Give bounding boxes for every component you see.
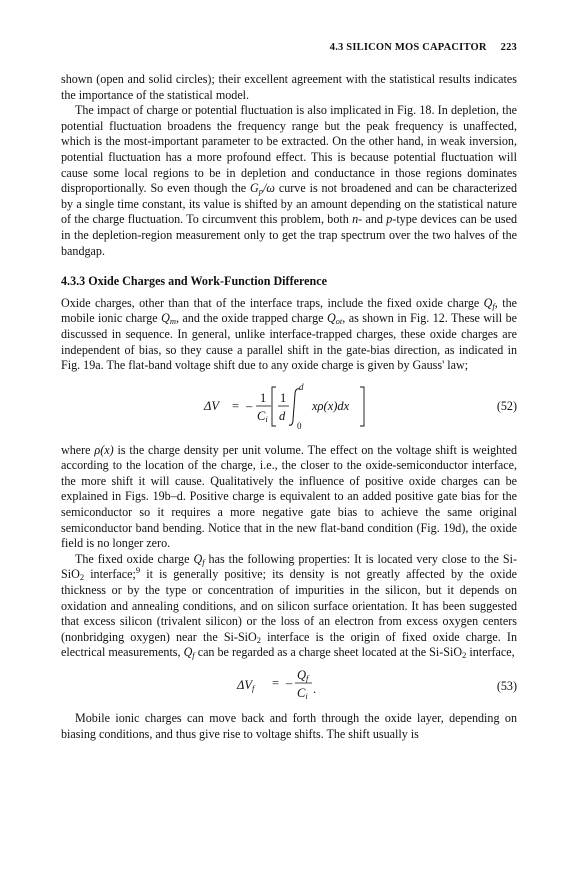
paragraph-2: The impact of charge or potential fluctuation is also implicated in Fig. 18. In depletion, the potential fluctuation broadens the frequency range but the peak frequency is unaffected, which is the most-important parameter to be extracted. On the other hand, in weak inversion, potential fluctuation has a more profound effect. This is because potential fluctuation will cause some local regions to be in depletion and conductance in those regions dominates disproportionally. So even though the $G_p/\omega$ curve is not broadened and can be characterized by a single time constant, its value is shifted by an amount depending on the statistical nature of the charge fluctuation. To circumvent this problem, both n- and p-type devices can be used in the depletion-region measurement only to get the trap spectrum over the two halves of the bandgap. [61, 103, 517, 258]
eq52-d: d [279, 408, 286, 423]
eq53-minus: – [286, 676, 293, 690]
eq53-numerator: Qf [297, 668, 309, 683]
eq52-minus: – [246, 398, 253, 413]
equation-53-formula [61, 665, 461, 705]
equation-52-formula [61, 379, 461, 435]
eq52-ci: Ci [257, 408, 268, 424]
eq52-one-a: 1 [260, 390, 267, 405]
paragraph-4: where ρ(x) is the charge density per unit volume. The effect on the voltage shift is weighted according to the location of the charge, i.e., the closer to the oxide-semiconductor interface, the more shift it will cause. Qualitatively the influence of positive oxide charges can be explained in Figs. 19b–d. Positive charge is equivalent to an added positive gate bias for the semiconductor so it requires a more negative gate bias to achieve the same original semiconductor band bending. Notice that in the new flat-band condition (Fig. 19d), the oxide field is no longer zero. [61, 442, 517, 551]
eq52-integrand: xρ(x)dx [312, 398, 350, 413]
paragraph-5: The fixed oxide charge $Q_f$ has the following properties: It is located very close to the Si-SiO$_2$ interface;$^9$ it is generally positive; its density is not greatly affected by the oxide thickness or by the type or concentration of impurities in the silicon, but it depends on oxidation and annealing conditions, and on silicon surface orientation. It has been suggested that excess silicon (trivalent silicon) or the loss of an electron from excess oxygen centers (nonbridging oxygen) near the Si-SiO$_2$ interface is the origin of fixed oxide charge. In electrical measurements, $Q_f$ can be regarded as a charge sheet located at the Si-SiO$_2$ interface, [61, 551, 517, 661]
eq52-equals: = [232, 398, 240, 413]
eq53-equals: = [272, 676, 280, 690]
eq52-int-upper: d [299, 381, 304, 392]
paragraph-6: Mobile ionic charges can move back and forth through the oxide layer, depending on biasing conditions, and thus give rise to voltage shifts. The shift usually is [61, 711, 517, 741]
header-section-title: 4.3 SILICON MOS CAPACITOR [329, 42, 487, 53]
eq52-left-bracket [272, 387, 276, 426]
equation-52 [61, 379, 517, 435]
paragraph-3: Oxide charges, other than that of the interface traps, include the fixed oxide charge $Q_f$, the mobile ionic charge $Q_m$, and the oxide trapped charge $Q_{ot}$, as shown in Fig. 12. These will be discussed in sequence. In general, unlike interface-trapped charges, these oxide charges are independent of bias, so they cause a parallel shift in the gate-bias direction, as indicated in Fig. 19a. The flat-band voltage shift due to any oxide charge is given by Gauss' law; [61, 295, 517, 373]
eq53-period: . [313, 682, 317, 696]
equation-52-number: (52) [496, 398, 517, 413]
eq52-integral-sign [289, 388, 300, 425]
section-heading: 4.3.3 Oxide Charges and Work-Function Difference [61, 274, 327, 289]
equation-53-number: (53) [496, 679, 517, 693]
page-body [61, 72, 517, 742]
eq53-lhs: ΔVf [237, 678, 255, 693]
eq52-lhs: ΔV [204, 398, 219, 413]
equation-53 [61, 665, 517, 705]
running-header [330, 42, 517, 53]
paragraph-1: shown (open and solid circles); their excellent agreement with the statistical results indicates the importance of the statistical model. [61, 72, 517, 102]
eq52-one-b: 1 [280, 390, 287, 405]
eq53-denominator: Ci [297, 686, 308, 701]
eq52-right-bracket [360, 387, 364, 426]
page-number: 223 [500, 42, 517, 53]
eq52-int-lower: 0 [297, 420, 302, 431]
